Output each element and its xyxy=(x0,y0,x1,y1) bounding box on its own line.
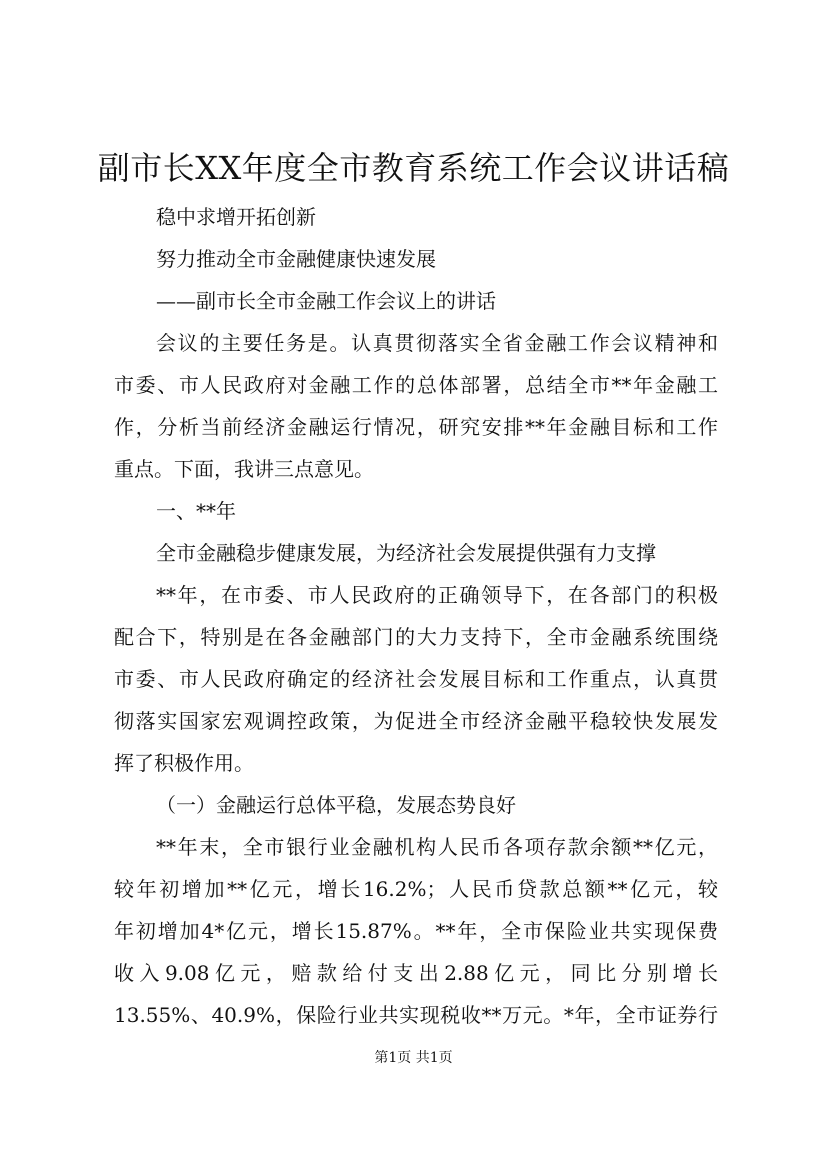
subsection-heading: （一）金融运行总体平稳，发展态势良好 xyxy=(156,793,516,817)
section-heading: 一、**年 xyxy=(156,499,236,523)
paragraph-line: 重点。下面，我讲三点意见。 xyxy=(114,457,374,481)
paragraph-line: 市委、市人民政府对金融工作的总体部署，总结全市**年金融工 xyxy=(114,373,718,397)
paragraph-line: 配合下，特别是在各金融部门的大力支持下，全市金融系统围绕 xyxy=(114,625,718,649)
subtitle-line: ——副市长全市金融工作会议上的讲话 xyxy=(156,289,496,313)
paragraph-line: **年末，全市银行业金融机构人民币各项存款余额**亿元， xyxy=(156,835,718,859)
paragraph-line: 彻落实国家宏观调控政策，为促进全市经济金融平稳较快发展发 xyxy=(114,709,718,733)
paragraph-line: 作，分析当前经济金融运行情况，研究安排**年金融目标和工作 xyxy=(114,415,718,439)
section-subheading: 全市金融稳步健康发展，为经济社会发展提供强有力支撑 xyxy=(156,541,656,565)
paragraph-line: **年，在市委、市人民政府的正确领导下，在各部门的积极 xyxy=(156,583,718,607)
paragraph-line: 收入9.08亿元，赔款给付支出2.88亿元，同比分别增长 xyxy=(114,961,718,985)
paragraph-line: 年初增加4*亿元，增长15.87%。**年，全市保险业共实现保费 xyxy=(114,919,718,943)
page-footer: 第1页 共1页 xyxy=(374,1050,453,1066)
document-body xyxy=(114,196,718,1036)
paragraph-line: 较年初增加**亿元，增长16.2%；人民币贷款总额**亿元，较 xyxy=(114,877,718,901)
paragraph-line: 市委、市人民政府确定的经济社会发展目标和工作重点，认真贯 xyxy=(114,667,718,691)
paragraph-line: 13.55%、40.9%，保险行业共实现税收**万元。*年，全市证券行 xyxy=(114,1003,718,1027)
paragraph-line: 挥了积极作用。 xyxy=(114,751,254,775)
subtitle-line: 努力推动全市金融健康快速发展 xyxy=(156,247,436,271)
document-title: 副市长XX年度全市教育系统工作会议讲话稿 xyxy=(97,149,730,187)
paragraph-line: 会议的主要任务是。认真贯彻落实全省金融工作会议精神和 xyxy=(156,331,718,355)
subtitle-line: 稳中求增开拓创新 xyxy=(156,205,316,229)
